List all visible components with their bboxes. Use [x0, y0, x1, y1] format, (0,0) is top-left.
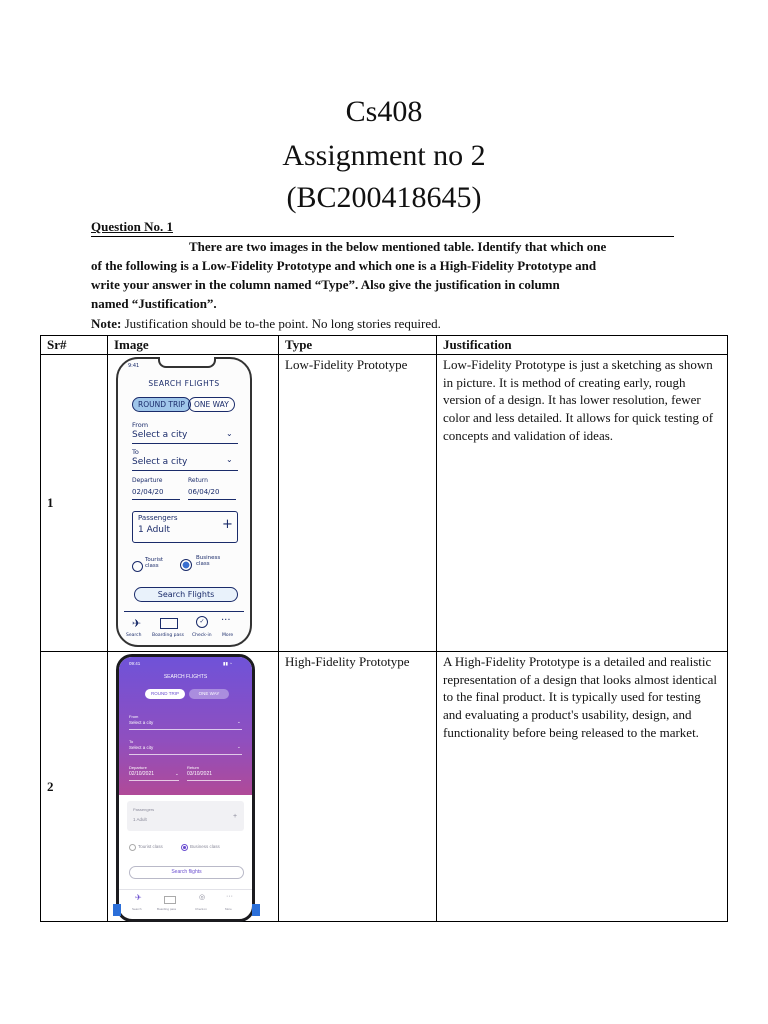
divider — [132, 443, 238, 444]
sketch-nav-search[interactable]: Search — [126, 633, 142, 638]
chevron-down-icon: ⌄ — [237, 719, 241, 724]
sketch-phone — [116, 357, 252, 647]
plus-icon[interactable]: + — [233, 813, 238, 820]
sketch-return-label: Return — [188, 477, 208, 484]
sketch-from-label: From — [132, 421, 149, 429]
tourist-radio[interactable] — [132, 561, 143, 572]
note-label: Note: — [91, 316, 122, 331]
plane-icon[interactable]: ✈ — [132, 617, 142, 630]
sketch-time: 9:41 — [128, 363, 140, 369]
sketch-return-value[interactable]: 06/04/20 — [188, 488, 220, 496]
hifi-passengers-value: 1 Adult — [133, 817, 147, 822]
sketch-search-button[interactable]: Search Flights — [134, 587, 238, 602]
hifi-search-button[interactable]: Search flights — [129, 866, 244, 879]
divider — [129, 754, 242, 755]
more-icon[interactable]: ··· — [226, 893, 233, 900]
phone-notch — [158, 357, 216, 368]
row-type: High-Fidelity Prototype — [279, 652, 437, 922]
check-icon[interactable]: ◎ — [199, 894, 206, 901]
hifi-nav-checkin[interactable]: Check-in — [195, 907, 207, 911]
student-id: (BC200418645) — [286, 181, 482, 214]
sketch-to-label: To — [132, 448, 139, 456]
header-image: Image — [108, 336, 279, 355]
hifi-passengers-label: Passengers — [133, 807, 155, 812]
hifi-business-label: Business class — [190, 844, 220, 849]
business-radio[interactable] — [180, 559, 192, 571]
chevron-down-icon: ⌄ — [226, 455, 233, 464]
sketch-nav-checkin[interactable]: Check-in — [192, 633, 212, 638]
plus-icon[interactable]: + — [222, 517, 233, 532]
divider — [188, 499, 236, 500]
chevron-down-icon: ⌄ — [237, 744, 241, 749]
hifi-departure-label: Departure — [129, 765, 147, 770]
sketch-departure-value[interactable]: 02/04/20 — [132, 488, 164, 496]
sketch-from-value[interactable]: Select a city — [132, 430, 188, 440]
divider — [187, 780, 241, 781]
check-icon[interactable]: ✓ — [196, 616, 208, 628]
hifi-from-label: From — [129, 714, 139, 719]
chevron-down-icon: ⌄ — [175, 771, 179, 776]
high-fidelity-image — [108, 652, 279, 922]
more-icon[interactable]: ··· — [221, 615, 231, 626]
question-heading: Question No. 1 — [91, 219, 674, 237]
hifi-to-label: To — [129, 739, 134, 744]
divider — [129, 729, 242, 730]
sketch-departure-label: Departure — [132, 477, 163, 484]
plane-icon[interactable]: ✈ — [135, 893, 142, 902]
hifi-nav-search[interactable]: Search — [132, 907, 142, 911]
header-sr: Sr# — [41, 336, 108, 355]
low-fidelity-image — [108, 355, 279, 652]
sketch-one-way-button[interactable]: ONE WAY — [188, 397, 235, 412]
chevron-down-icon: ⌄ — [226, 429, 233, 438]
sketch-passengers-label: Passengers — [138, 514, 178, 522]
sketch-round-trip-button[interactable]: ROUND TRIP — [132, 397, 191, 412]
hifi-return-value[interactable]: 03/10/2021 — [187, 771, 213, 777]
hifi-departure-value[interactable]: 02/10/2021 — [129, 771, 155, 777]
row-type: Low-Fidelity Prototype — [279, 355, 437, 652]
hifi-passengers-box[interactable] — [127, 801, 244, 831]
hifi-time: 09:41 — [129, 661, 141, 666]
sketch-business-label: Business class — [196, 555, 221, 567]
divider — [132, 499, 180, 500]
sketch-passengers-value: 1 Adult — [138, 525, 171, 535]
hifi-nav-boarding[interactable]: Boarding pass — [157, 907, 177, 911]
hifi-one-way-button[interactable]: ONE WAY — [189, 689, 229, 699]
hifi-round-trip-button[interactable]: ROUND TRIP — [145, 689, 185, 699]
table-row — [41, 652, 728, 922]
table-header-row — [41, 336, 728, 355]
note-text: Justification should be to-the point. No long stories required. — [121, 316, 441, 331]
hifi-from-value[interactable]: Select a city — [129, 720, 154, 725]
question-text: There are two images in the below mentioned table. Identify that which one of the following is a Low-Fidelity Prototype and which one is a High-Fidelity Prototype and write your answer in the column named “Type”. Also give the justification in column named “Justification”. — [91, 239, 607, 311]
sketch-to-value[interactable]: Select a city — [132, 457, 188, 467]
row-number: 2 — [41, 652, 108, 922]
assignment-title: Assignment no 2 — [282, 139, 486, 172]
sketch-nav-more[interactable]: More — [222, 633, 234, 638]
hifi-title: SEARCH FLIGHTS — [163, 674, 208, 680]
row-justification: Low-Fidelity Prototype is just a sketching as shown in picture. It is method of creating early, rough version of a design. It has lower resolution, fewer color and less detailed. It allows for quick testing of concepts and validation of ideas. — [437, 355, 728, 652]
business-radio[interactable] — [181, 844, 188, 851]
row-justification: A High-Fidelity Prototype is a detailed and realistic representation of a design that looks almost identical to the final product. It is typically used for testing and evaluating a product's usability, design, and functionality before being released to the market. — [437, 652, 728, 922]
hifi-return-label: Return — [187, 765, 200, 770]
note — [91, 316, 441, 332]
hifi-tourist-label: Tourist class — [138, 844, 163, 849]
answer-table — [40, 335, 728, 922]
sketch-title: SEARCH FLIGHTS — [148, 379, 220, 388]
header-justification: Justification — [437, 336, 728, 355]
hifi-phone — [116, 654, 255, 922]
boarding-pass-icon[interactable] — [160, 618, 178, 629]
course-title: Cs408 — [345, 95, 423, 128]
tourist-radio[interactable] — [129, 844, 136, 851]
corner-accent — [113, 904, 121, 916]
row-number: 1 — [41, 355, 108, 652]
divider — [132, 470, 238, 471]
divider — [129, 780, 179, 781]
divider — [119, 889, 252, 890]
sketch-nav-boarding[interactable]: Boarding pass — [152, 633, 184, 638]
corner-accent — [252, 904, 260, 916]
header-type: Type — [279, 336, 437, 355]
boarding-pass-icon[interactable] — [164, 896, 176, 904]
sketch-tourist-label: Tourist class — [145, 557, 164, 569]
signal-icon: ▮▮ ◔ — [223, 661, 232, 666]
hifi-nav-more[interactable]: More — [225, 907, 232, 911]
hifi-to-value[interactable]: Select a city — [129, 745, 154, 750]
table-row — [41, 355, 728, 652]
divider — [124, 611, 244, 612]
